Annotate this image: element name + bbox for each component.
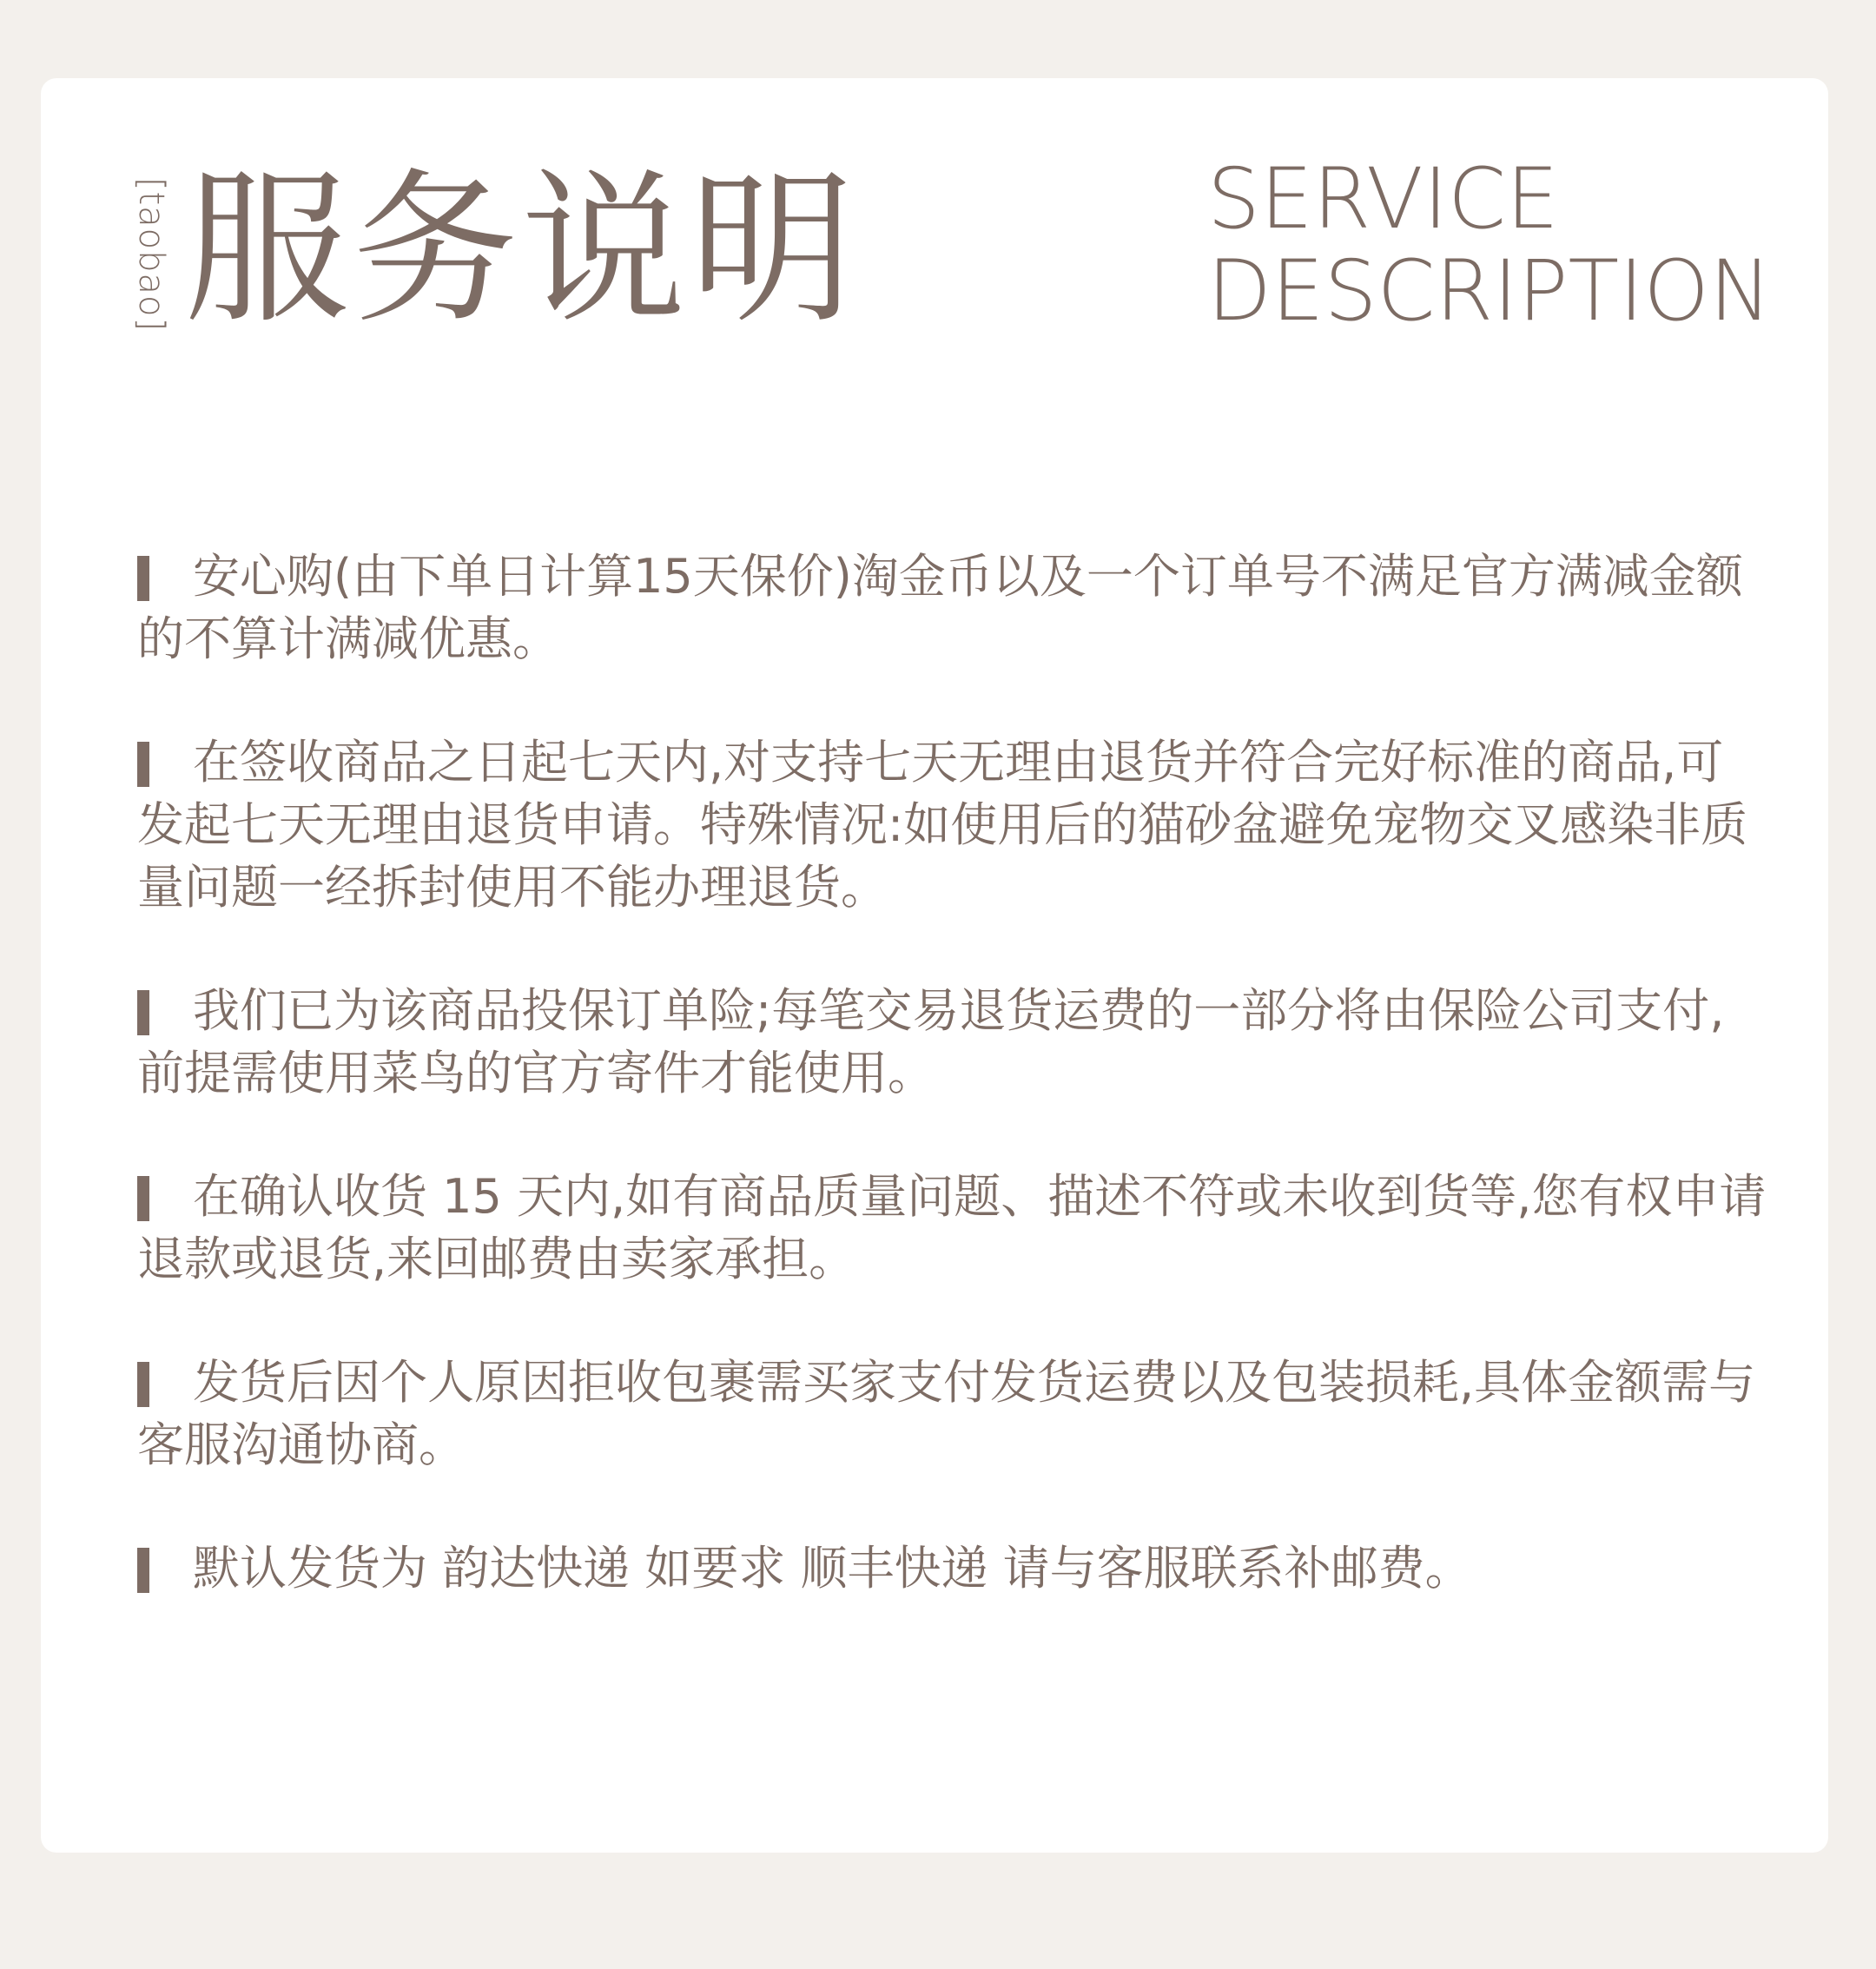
page-title: 服务说明	[184, 154, 859, 346]
service-item	[137, 545, 1770, 671]
english-title-line-2: DESCRIPTION	[1207, 242, 1772, 340]
service-item-text: 发货后因个人原因拒收包裹需买家支付发货运费以及包装损耗,具体金额需与客服沟通协商。	[137, 1355, 1756, 1472]
bullet-bar-icon	[137, 990, 149, 1035]
service-item-text: 默认发货为 韵达快递 如要求 顺丰快递 请与客服联系补邮费。	[193, 1541, 1472, 1596]
english-title	[1207, 150, 1772, 340]
bullet-bar-icon	[137, 1176, 149, 1221]
service-item-text: 安心购(由下单日计算15天保价)淘金币以及一个订单号不满足官方满减金额的不算计满减优惠。	[137, 549, 1743, 666]
taobao-side-tag	[130, 178, 172, 330]
english-title-line-1: SERVICE	[1207, 150, 1559, 248]
bullet-bar-icon	[137, 1548, 149, 1593]
service-item	[137, 1537, 1770, 1600]
service-item	[137, 1351, 1770, 1477]
service-item	[137, 980, 1770, 1105]
service-items-list	[137, 545, 1770, 1661]
side-tag-text: [taobao]	[131, 176, 171, 332]
bullet-bar-icon	[137, 742, 149, 787]
service-item-text: 在签收商品之日起七天内,对支持七天无理由退货并符合完好标准的商品,可发起七天无理由退货申请。特殊情况:如使用后的猫砂盆避免宠物交叉感染非质量问题一经拆封使用不能办理退货。	[137, 735, 1748, 915]
service-item-text: 我们已为该商品投保订单险;每笔交易退货运费的一部分将由保险公司支付,前提需使用菜鸟的官方寄件才能使用。	[137, 983, 1725, 1100]
bullet-bar-icon	[137, 1362, 149, 1407]
service-item	[137, 731, 1770, 919]
service-item-text: 在确认收货 15 天内,如有商品质量问题、描述不符或未收到货等,您有权申请退款或退货,来回邮费由卖家承担。	[137, 1169, 1767, 1286]
bullet-bar-icon	[137, 556, 149, 601]
service-item	[137, 1166, 1770, 1291]
